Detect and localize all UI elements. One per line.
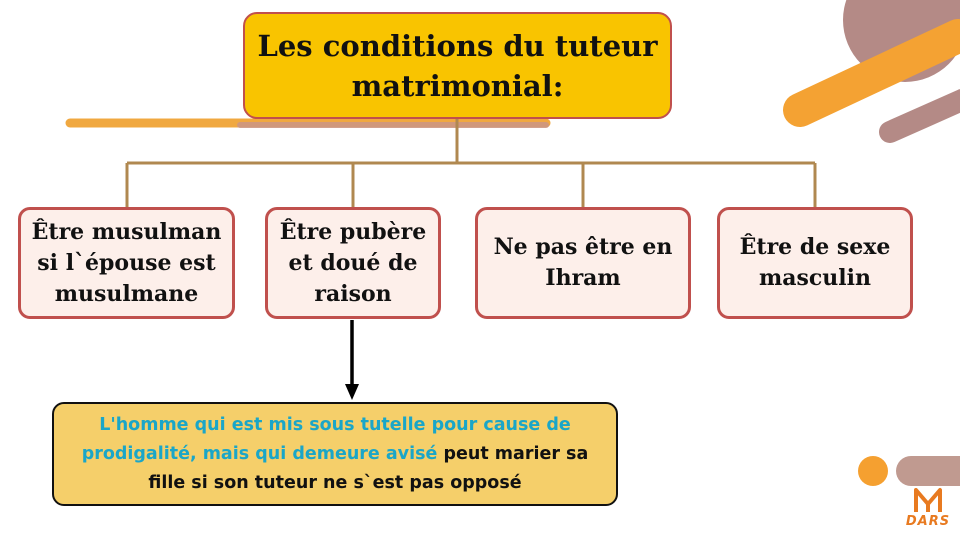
- diagram-title-box: [243, 12, 672, 119]
- dars-logo-text: DARS: [905, 514, 951, 529]
- mauve-pill-decor: [896, 456, 960, 486]
- condition-label: Ne pas être en Ihram: [493, 234, 673, 291]
- condition-box-ihram: [475, 207, 691, 319]
- condition-box-puberty: [265, 207, 441, 319]
- connector-lines: [127, 119, 815, 207]
- condition-box-muslim: [18, 207, 235, 319]
- condition-box-male: [717, 207, 913, 319]
- condition-label: Être pubère et doué de raison: [279, 218, 427, 307]
- note-text: [68, 411, 602, 498]
- diagram-title: Les conditions du tuteur matrimonial:: [257, 28, 658, 103]
- condition-label: Être de sexe masculin: [739, 234, 891, 291]
- note-box: [52, 402, 618, 506]
- diagonal-mauve-band: [890, 100, 960, 132]
- dars-logo-icon: [916, 490, 940, 512]
- condition-label: Être musulman si l`épouse est musulmane: [31, 218, 222, 307]
- note-highlight: L'homme qui est mis sous tutelle pour cause de prodigalité, mais qui demeure avisé: [81, 414, 571, 464]
- note-rest: peut marier sa fille si son tuteur ne s`est pas opposé: [148, 443, 589, 493]
- orange-dot-decor: [858, 456, 888, 486]
- down-arrow: [345, 320, 359, 400]
